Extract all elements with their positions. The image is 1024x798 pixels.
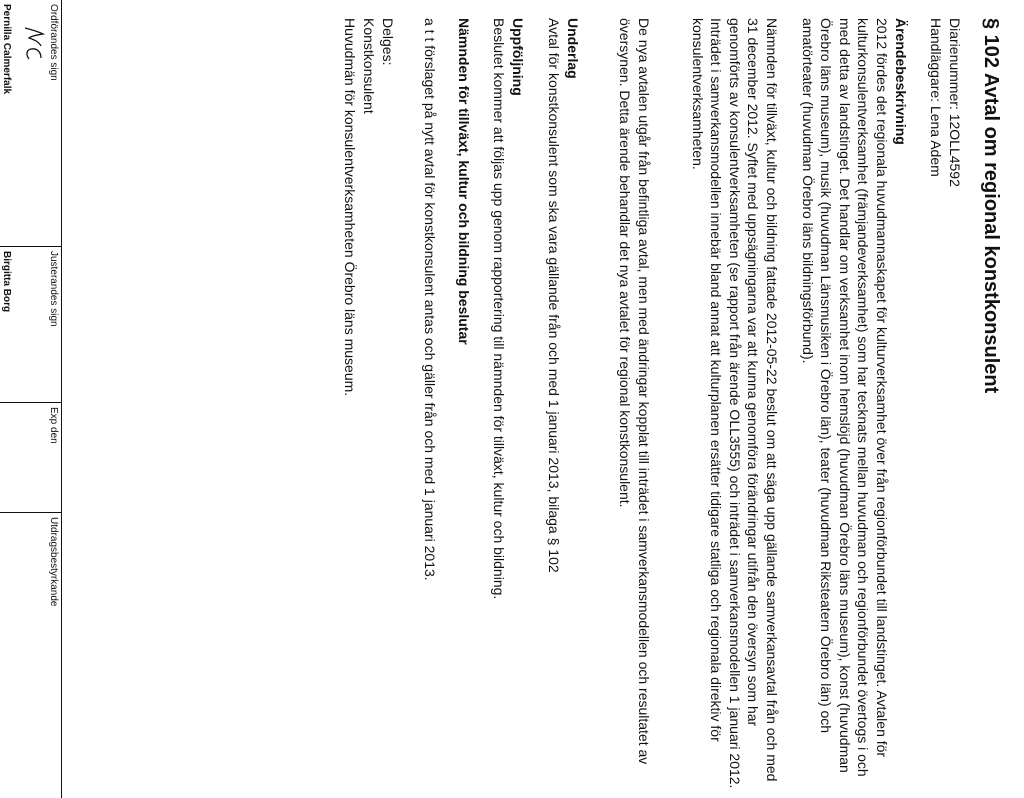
delges-label: Delges: (380, 18, 396, 66)
utdrag-label: Utdragsbestyrkande (48, 517, 59, 607)
utdrag-cell (0, 512, 61, 798)
ordforande-label: Ordförandes sign (48, 4, 59, 81)
arendebeskrivning-paragraph-1: 2012 fördes det regionala huvudmannaskapet för kulturverksamhet över från regionförbundet till landstinget. Avtalen för kulturkonsulentverksamhet (främjandeverksamhet) som har tecknats mellan huvudman och regionförbundet övertogs i och med detta av landstinget. Det handlar om verksamhet inom hemslöjd (huvudman Örebro läns museum), konst (huvudman Örebro läns museum), musik (huvudman Länsmusiken i Örebro län), teater (huvudman Riksteatern Örebro län) och amatörteater (huvudman Örebro läns bildningsförbund). (799, 18, 890, 777)
ordforande-cell (0, 0, 61, 246)
arendebeskrivning-heading: Ärendebeskrivning (893, 18, 909, 145)
handwritten-initials-signature (21, 22, 47, 62)
uppfoljning-heading: Uppföljning (510, 18, 526, 96)
beslut-text: a t t förslaget på nytt avtal för konstkonsulent antas och gäller från och med 1 januari 2013. (422, 18, 438, 581)
justerande-cell (0, 246, 61, 403)
exp-label: Exp den (48, 407, 59, 444)
handlaggare: Handläggare: Lena Adem (928, 18, 944, 177)
justerande-label: Justerandes sign (48, 251, 59, 327)
justerande-name: Birgitta Borg (1, 251, 12, 313)
exp-cell (0, 402, 61, 513)
arendebeskrivning-paragraph-3: De nya avtalen utgår från befintliga avtal, men med ändringar kopplat till inträdet i samverkansmodellen och resultatet av översynen. Detta ärende behandlar det nya avtalet för regional konstkonsulent. (617, 18, 652, 765)
underlag-text: Avtal för konstkonsulent som ska vara gällande från och med 1 januari 2013, bilaga § 102 (546, 18, 562, 573)
signature-footer (0, 0, 62, 798)
ordforande-name: Pernilla Calmerfalk (1, 4, 12, 95)
beslut-heading: Nämnden för tillväxt, kultur och bildning beslutar (456, 18, 472, 345)
delges-line-1: Konstkonsulent (361, 18, 377, 114)
delges-line-2: Huvudmän för konsulentverksamheten Örebro läns museum. (342, 18, 358, 397)
arendebeskrivning-paragraph-2: Nämnden för tillväxt, kultur och bildning fattade 2012-05-22 beslut om att säga upp gällande samverkansavtal från och med 31 december 2012. Syftet med uppsägningarna var att kunna genomföra förändringar utifrån den översyn som har genomförts av konsulentverksamheten (se rapport från ärende OLL3555) och inträdet i samverkansmodellen 1 januari 2012. Inträdet i samverkansmodellen innebär bland annat att kulturplanen ersätter tidigare statliga och regionala direktiv för konsulentverksamheten. (689, 18, 780, 789)
page-title: § 102 Avtal om regional konstkonsulent (980, 18, 1002, 394)
underlag-heading: Underlag (565, 18, 581, 79)
diarienummer: Diarienummer: 12OLL4592 (947, 18, 963, 187)
uppfoljning-text: Beslutet kommer att följas upp genom rapportering till nämnden för tillväxt, kultur och bildning. (491, 18, 507, 600)
